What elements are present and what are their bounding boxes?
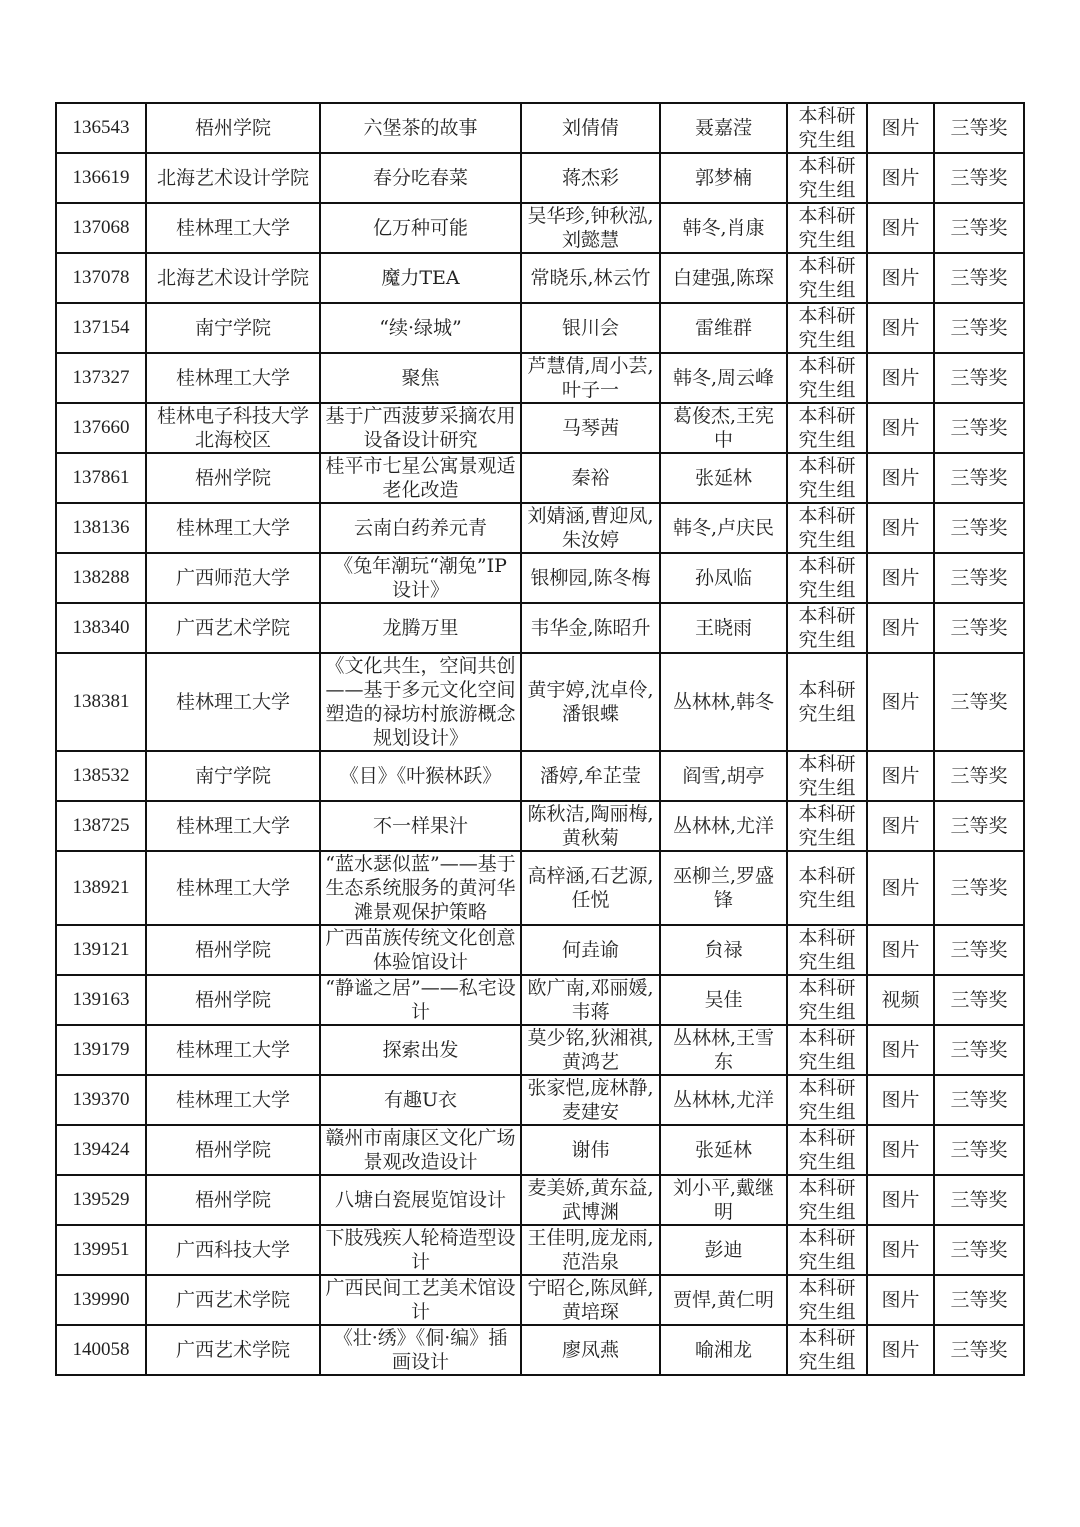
award-cell: 三等奖 bbox=[934, 1275, 1024, 1325]
work-title-cell: 《文化共生，空间共创——基于多元文化空间塑造的禄坊村旅游概念规划设计》 bbox=[320, 653, 521, 751]
work-type-cell: 视频 bbox=[867, 975, 934, 1025]
authors-cell: 吴华珍,钟秋泓,刘懿慧 bbox=[521, 203, 660, 253]
authors-cell: 银川会 bbox=[521, 303, 660, 353]
advisors-cell: 雷维群 bbox=[660, 303, 787, 353]
authors-cell: 高梓涵,石艺源,任悦 bbox=[521, 851, 660, 925]
table-row bbox=[56, 603, 1024, 653]
table-row bbox=[56, 403, 1024, 453]
award-cell: 三等奖 bbox=[934, 103, 1024, 153]
advisors-cell: 丛林林,尤洋 bbox=[660, 801, 787, 851]
entry-id-cell: 137327 bbox=[56, 353, 146, 403]
award-cell: 三等奖 bbox=[934, 1325, 1024, 1375]
school-cell: 梧州学院 bbox=[146, 925, 320, 975]
authors-cell: 王佳明,庞龙雨,范浩泉 bbox=[521, 1225, 660, 1275]
entry-id-cell: 138136 bbox=[56, 503, 146, 553]
entry-id-cell: 136619 bbox=[56, 153, 146, 203]
authors-cell: 何垚谕 bbox=[521, 925, 660, 975]
group-cell: 本科研究生组 bbox=[787, 1325, 867, 1375]
advisors-cell: 贠禄 bbox=[660, 925, 787, 975]
award-cell: 三等奖 bbox=[934, 503, 1024, 553]
work-title-cell: 魔力TEA bbox=[320, 253, 521, 303]
entry-id-cell: 137660 bbox=[56, 403, 146, 453]
entry-id-cell: 138921 bbox=[56, 851, 146, 925]
table-row bbox=[56, 751, 1024, 801]
award-cell: 三等奖 bbox=[934, 603, 1024, 653]
work-type-cell: 图片 bbox=[867, 1225, 934, 1275]
entry-id-cell: 138340 bbox=[56, 603, 146, 653]
group-cell: 本科研究生组 bbox=[787, 203, 867, 253]
table-row bbox=[56, 1125, 1024, 1175]
school-cell: 桂林理工大学 bbox=[146, 1075, 320, 1125]
award-cell: 三等奖 bbox=[934, 553, 1024, 603]
work-title-cell: 《壮·绣》《侗·编》插画设计 bbox=[320, 1325, 521, 1375]
group-cell: 本科研究生组 bbox=[787, 1225, 867, 1275]
entry-id-cell: 139990 bbox=[56, 1275, 146, 1325]
school-cell: 广西科技大学 bbox=[146, 1225, 320, 1275]
award-cell: 三等奖 bbox=[934, 1125, 1024, 1175]
authors-cell: 谢伟 bbox=[521, 1125, 660, 1175]
authors-cell: 麦美娇,黄东益,武博渊 bbox=[521, 1175, 660, 1225]
work-title-cell: 云南白药养元青 bbox=[320, 503, 521, 553]
table-row bbox=[56, 503, 1024, 553]
group-cell: 本科研究生组 bbox=[787, 653, 867, 751]
work-type-cell: 图片 bbox=[867, 403, 934, 453]
award-cell: 三等奖 bbox=[934, 153, 1024, 203]
work-title-cell: 《兔年潮玩“潮兔”IP设计》 bbox=[320, 553, 521, 603]
advisors-cell: 葛俊杰,王宪中 bbox=[660, 403, 787, 453]
work-title-cell: 不一样果汁 bbox=[320, 801, 521, 851]
table-row bbox=[56, 1225, 1024, 1275]
advisors-cell: 喻湘龙 bbox=[660, 1325, 787, 1375]
group-cell: 本科研究生组 bbox=[787, 851, 867, 925]
table-row bbox=[56, 975, 1024, 1025]
advisors-cell: 韩冬,卢庆民 bbox=[660, 503, 787, 553]
school-cell: 广西艺术学院 bbox=[146, 1275, 320, 1325]
table-row bbox=[56, 103, 1024, 153]
school-cell: 北海艺术设计学院 bbox=[146, 153, 320, 203]
entry-id-cell: 139951 bbox=[56, 1225, 146, 1275]
school-cell: 梧州学院 bbox=[146, 453, 320, 503]
entry-id-cell: 137154 bbox=[56, 303, 146, 353]
group-cell: 本科研究生组 bbox=[787, 503, 867, 553]
advisors-cell: 彭迪 bbox=[660, 1225, 787, 1275]
entry-id-cell: 136543 bbox=[56, 103, 146, 153]
work-type-cell: 图片 bbox=[867, 1025, 934, 1075]
school-cell: 梧州学院 bbox=[146, 103, 320, 153]
authors-cell: 刘婧涵,曹迎凤,朱汝婷 bbox=[521, 503, 660, 553]
school-cell: 桂林理工大学 bbox=[146, 1025, 320, 1075]
table-row bbox=[56, 1275, 1024, 1325]
work-type-cell: 图片 bbox=[867, 1275, 934, 1325]
entry-id-cell: 138725 bbox=[56, 801, 146, 851]
table-row bbox=[56, 153, 1024, 203]
work-title-cell: 下肢残疾人轮椅造型设计 bbox=[320, 1225, 521, 1275]
work-title-cell: 桂平市七星公寓景观适老化改造 bbox=[320, 453, 521, 503]
awards-table bbox=[55, 102, 1025, 1376]
advisors-cell: 丛林林,尤洋 bbox=[660, 1075, 787, 1125]
work-type-cell: 图片 bbox=[867, 303, 934, 353]
work-type-cell: 图片 bbox=[867, 1075, 934, 1125]
work-title-cell: 聚焦 bbox=[320, 353, 521, 403]
work-type-cell: 图片 bbox=[867, 103, 934, 153]
award-cell: 三等奖 bbox=[934, 653, 1024, 751]
advisors-cell: 吴佳 bbox=[660, 975, 787, 1025]
work-type-cell: 图片 bbox=[867, 353, 934, 403]
advisors-cell: 韩冬,肖康 bbox=[660, 203, 787, 253]
award-cell: 三等奖 bbox=[934, 975, 1024, 1025]
school-cell: 广西艺术学院 bbox=[146, 603, 320, 653]
school-cell: 北海艺术设计学院 bbox=[146, 253, 320, 303]
school-cell: 南宁学院 bbox=[146, 751, 320, 801]
authors-cell: 马琴茜 bbox=[521, 403, 660, 453]
award-cell: 三等奖 bbox=[934, 203, 1024, 253]
entry-id-cell: 138532 bbox=[56, 751, 146, 801]
table-row bbox=[56, 453, 1024, 503]
entry-id-cell: 138288 bbox=[56, 553, 146, 603]
award-cell: 三等奖 bbox=[934, 1175, 1024, 1225]
group-cell: 本科研究生组 bbox=[787, 1125, 867, 1175]
authors-cell: 黄宇婷,沈卓伶,潘银蝶 bbox=[521, 653, 660, 751]
group-cell: 本科研究生组 bbox=[787, 453, 867, 503]
table-row bbox=[56, 801, 1024, 851]
work-title-cell: 春分吃春菜 bbox=[320, 153, 521, 203]
table-row bbox=[56, 1025, 1024, 1075]
advisors-cell: 阎雪,胡亭 bbox=[660, 751, 787, 801]
authors-cell: 廖凤燕 bbox=[521, 1325, 660, 1375]
table-row bbox=[56, 925, 1024, 975]
school-cell: 梧州学院 bbox=[146, 975, 320, 1025]
school-cell: 桂林理工大学 bbox=[146, 503, 320, 553]
work-title-cell: 八塘白瓷展览馆设计 bbox=[320, 1175, 521, 1225]
advisors-cell: 巫柳兰,罗盛锋 bbox=[660, 851, 787, 925]
authors-cell: 宁昭仑,陈凤鲜,黄培琛 bbox=[521, 1275, 660, 1325]
authors-cell: 潘婷,牟芷莹 bbox=[521, 751, 660, 801]
group-cell: 本科研究生组 bbox=[787, 303, 867, 353]
entry-id-cell: 139529 bbox=[56, 1175, 146, 1225]
entry-id-cell: 139424 bbox=[56, 1125, 146, 1175]
award-cell: 三等奖 bbox=[934, 1075, 1024, 1125]
group-cell: 本科研究生组 bbox=[787, 603, 867, 653]
entry-id-cell: 139121 bbox=[56, 925, 146, 975]
award-cell: 三等奖 bbox=[934, 925, 1024, 975]
work-title-cell: 龙腾万里 bbox=[320, 603, 521, 653]
entry-id-cell: 139370 bbox=[56, 1075, 146, 1125]
work-title-cell: 六堡茶的故事 bbox=[320, 103, 521, 153]
entry-id-cell: 138381 bbox=[56, 653, 146, 751]
advisors-cell: 丛林林,王雪东 bbox=[660, 1025, 787, 1075]
table-row bbox=[56, 851, 1024, 925]
group-cell: 本科研究生组 bbox=[787, 1275, 867, 1325]
work-title-cell: 广西民间工艺美术馆设计 bbox=[320, 1275, 521, 1325]
work-type-cell: 图片 bbox=[867, 851, 934, 925]
entry-id-cell: 140058 bbox=[56, 1325, 146, 1375]
work-type-cell: 图片 bbox=[867, 1175, 934, 1225]
advisors-cell: 张延林 bbox=[660, 1125, 787, 1175]
entry-id-cell: 139179 bbox=[56, 1025, 146, 1075]
table-row bbox=[56, 653, 1024, 751]
school-cell: 梧州学院 bbox=[146, 1175, 320, 1225]
authors-cell: 韦华金,陈昭升 bbox=[521, 603, 660, 653]
advisors-cell: 白建强,陈琛 bbox=[660, 253, 787, 303]
group-cell: 本科研究生组 bbox=[787, 1075, 867, 1125]
school-cell: 桂林理工大学 bbox=[146, 203, 320, 253]
advisors-cell: 丛林林,韩冬 bbox=[660, 653, 787, 751]
authors-cell: 莫少铭,狄湘祺,黄鸿艺 bbox=[521, 1025, 660, 1075]
table-body bbox=[56, 103, 1024, 1375]
entry-id-cell: 137068 bbox=[56, 203, 146, 253]
advisors-cell: 孙凤临 bbox=[660, 553, 787, 603]
award-cell: 三等奖 bbox=[934, 403, 1024, 453]
group-cell: 本科研究生组 bbox=[787, 103, 867, 153]
table-row bbox=[56, 553, 1024, 603]
authors-cell: 欧广南,邓丽媛,韦蒋 bbox=[521, 975, 660, 1025]
award-cell: 三等奖 bbox=[934, 801, 1024, 851]
group-cell: 本科研究生组 bbox=[787, 925, 867, 975]
group-cell: 本科研究生组 bbox=[787, 353, 867, 403]
authors-cell: 常晓乐,林云竹 bbox=[521, 253, 660, 303]
school-cell: 梧州学院 bbox=[146, 1125, 320, 1175]
group-cell: 本科研究生组 bbox=[787, 975, 867, 1025]
group-cell: 本科研究生组 bbox=[787, 403, 867, 453]
table-row bbox=[56, 1075, 1024, 1125]
work-type-cell: 图片 bbox=[867, 1125, 934, 1175]
advisors-cell: 刘小平,戴继明 bbox=[660, 1175, 787, 1225]
school-cell: 桂林理工大学 bbox=[146, 653, 320, 751]
work-type-cell: 图片 bbox=[867, 603, 934, 653]
work-title-cell: 《目》《叶猴林跃》 bbox=[320, 751, 521, 801]
award-cell: 三等奖 bbox=[934, 253, 1024, 303]
group-cell: 本科研究生组 bbox=[787, 751, 867, 801]
entry-id-cell: 137078 bbox=[56, 253, 146, 303]
advisors-cell: 韩冬,周云峰 bbox=[660, 353, 787, 403]
work-type-cell: 图片 bbox=[867, 153, 934, 203]
table-row bbox=[56, 303, 1024, 353]
work-type-cell: 图片 bbox=[867, 203, 934, 253]
advisors-cell: 贾悍,黄仁明 bbox=[660, 1275, 787, 1325]
award-cell: 三等奖 bbox=[934, 851, 1024, 925]
work-type-cell: 图片 bbox=[867, 925, 934, 975]
award-cell: 三等奖 bbox=[934, 303, 1024, 353]
work-type-cell: 图片 bbox=[867, 453, 934, 503]
award-cell: 三等奖 bbox=[934, 353, 1024, 403]
authors-cell: 张家恺,庞林静,麦建安 bbox=[521, 1075, 660, 1125]
group-cell: 本科研究生组 bbox=[787, 553, 867, 603]
award-cell: 三等奖 bbox=[934, 751, 1024, 801]
advisors-cell: 王晓雨 bbox=[660, 603, 787, 653]
school-cell: 桂林理工大学 bbox=[146, 353, 320, 403]
school-cell: 广西艺术学院 bbox=[146, 1325, 320, 1375]
authors-cell: 芦慧倩,周小芸,叶子一 bbox=[521, 353, 660, 403]
authors-cell: 银柳园,陈冬梅 bbox=[521, 553, 660, 603]
award-cell: 三等奖 bbox=[934, 1225, 1024, 1275]
school-cell: 南宁学院 bbox=[146, 303, 320, 353]
table-row bbox=[56, 1325, 1024, 1375]
work-title-cell: “静谧之居”——私宅设计 bbox=[320, 975, 521, 1025]
award-cell: 三等奖 bbox=[934, 453, 1024, 503]
work-type-cell: 图片 bbox=[867, 801, 934, 851]
work-type-cell: 图片 bbox=[867, 253, 934, 303]
advisors-cell: 聂嘉滢 bbox=[660, 103, 787, 153]
award-cell: 三等奖 bbox=[934, 1025, 1024, 1075]
table-row bbox=[56, 1175, 1024, 1225]
advisors-cell: 张延林 bbox=[660, 453, 787, 503]
authors-cell: 秦裕 bbox=[521, 453, 660, 503]
table-row bbox=[56, 253, 1024, 303]
school-cell: 桂林理工大学 bbox=[146, 851, 320, 925]
work-type-cell: 图片 bbox=[867, 653, 934, 751]
work-type-cell: 图片 bbox=[867, 751, 934, 801]
group-cell: 本科研究生组 bbox=[787, 253, 867, 303]
group-cell: 本科研究生组 bbox=[787, 1025, 867, 1075]
group-cell: 本科研究生组 bbox=[787, 801, 867, 851]
group-cell: 本科研究生组 bbox=[787, 153, 867, 203]
work-title-cell: 有趣U衣 bbox=[320, 1075, 521, 1125]
work-title-cell: 广西苗族传统文化创意体验馆设计 bbox=[320, 925, 521, 975]
work-title-cell: 赣州市南康区文化广场景观改造设计 bbox=[320, 1125, 521, 1175]
group-cell: 本科研究生组 bbox=[787, 1175, 867, 1225]
table-row bbox=[56, 353, 1024, 403]
school-cell: 桂林理工大学 bbox=[146, 801, 320, 851]
table-row bbox=[56, 203, 1024, 253]
work-type-cell: 图片 bbox=[867, 553, 934, 603]
entry-id-cell: 139163 bbox=[56, 975, 146, 1025]
authors-cell: 陈秋洁,陶丽梅,黄秋菊 bbox=[521, 801, 660, 851]
work-title-cell: “蓝水瑟似蓝”——基于生态系统服务的黄河华滩景观保护策略 bbox=[320, 851, 521, 925]
work-type-cell: 图片 bbox=[867, 1325, 934, 1375]
advisors-cell: 郭梦楠 bbox=[660, 153, 787, 203]
entry-id-cell: 137861 bbox=[56, 453, 146, 503]
work-type-cell: 图片 bbox=[867, 503, 934, 553]
authors-cell: 蒋杰彩 bbox=[521, 153, 660, 203]
work-title-cell: 探索出发 bbox=[320, 1025, 521, 1075]
work-title-cell: 亿万种可能 bbox=[320, 203, 521, 253]
school-cell: 广西师范大学 bbox=[146, 553, 320, 603]
work-title-cell: 基于广西菠萝采摘农用设备设计研究 bbox=[320, 403, 521, 453]
school-cell: 桂林电子科技大学北海校区 bbox=[146, 403, 320, 453]
work-title-cell: “续·绿城” bbox=[320, 303, 521, 353]
authors-cell: 刘倩倩 bbox=[521, 103, 660, 153]
